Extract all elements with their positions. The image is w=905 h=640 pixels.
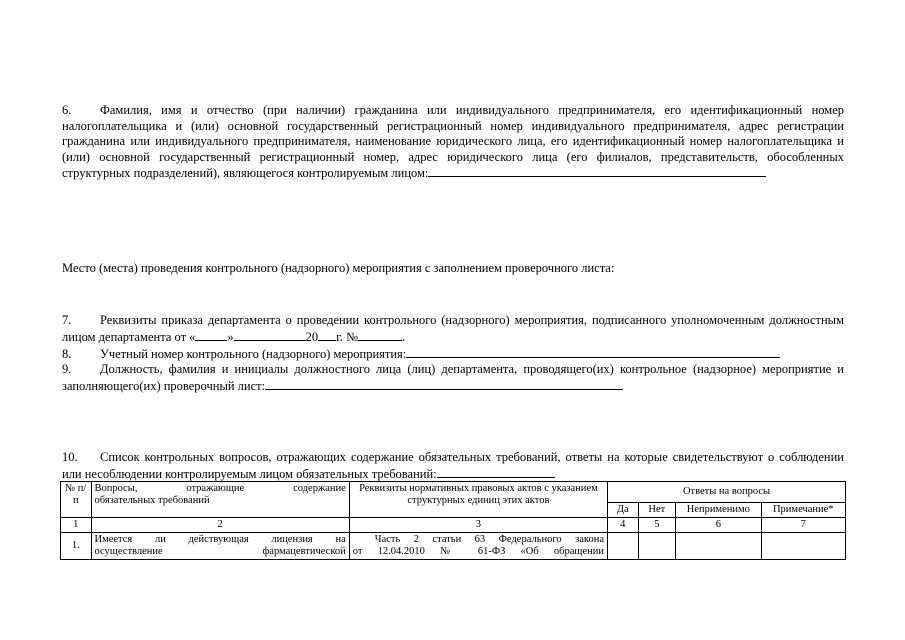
- answer-no-cell: [638, 533, 676, 560]
- item-7-number: 7.: [62, 313, 72, 327]
- checklist-table: [60, 481, 846, 560]
- header-note: Примечание*: [761, 503, 845, 518]
- item-7-order-line: [358, 329, 402, 341]
- table-index-row: [61, 518, 846, 533]
- row-requisites-line2: от 12.04.2010 № 61-ФЗ «Об обращении: [352, 546, 605, 557]
- item-7-day-line: [195, 329, 227, 341]
- answer-na-cell: [676, 533, 761, 560]
- header-answers: Ответы на вопросы: [608, 482, 846, 503]
- index-cell: 2: [91, 518, 349, 533]
- header-yes: Да: [608, 503, 639, 518]
- answer-note-cell: [761, 533, 845, 560]
- header-requisites: Реквизиты нормативных правовых актов с указанием структурных единиц этих актов: [349, 482, 607, 518]
- table-header-row: [61, 482, 846, 503]
- header-number: № п/п: [61, 482, 92, 518]
- item-7: [62, 313, 844, 345]
- item-8: [62, 346, 844, 363]
- item-6-number: 6.: [62, 103, 72, 117]
- index-cell: 1: [61, 518, 92, 533]
- index-cell: 5: [638, 518, 676, 533]
- header-question-line1: Вопросы, отражающие содержание: [94, 483, 346, 494]
- item-10-number: 10.: [62, 450, 78, 464]
- header-no: Нет: [638, 503, 676, 518]
- item-10: [62, 450, 844, 482]
- item-7-number-label: г. №: [336, 329, 359, 344]
- item-9-text: Должность, фамилия и инициалы должностного лица (лиц) департамента, проводящего(их) контрольное (надзорное) мероприятие и заполняющего(их) проверочный лист:: [62, 362, 844, 393]
- index-cell: 6: [676, 518, 761, 533]
- item-8-text: Учетный номер контрольного (надзорного) мероприятия:: [100, 347, 407, 361]
- header-question: [91, 482, 349, 518]
- index-cell: 3: [349, 518, 607, 533]
- item-7-year-line: [318, 329, 336, 341]
- row-requisites-line1: Часть 2 статьи 63 Федерального закона: [374, 534, 605, 545]
- answer-yes-cell: [608, 533, 639, 560]
- item-10-text: Список контрольных вопросов, отражающих содержание обязательных требований, ответы на которые свидетельствуют о соблюдении или несоблюдении контролируемым лицом обязательных требований:: [62, 450, 844, 481]
- item-9-fill-line: [265, 378, 623, 390]
- row-requisites: [349, 533, 607, 560]
- item-7-quote: »: [227, 329, 234, 344]
- item-10-fill-line: [437, 466, 555, 478]
- row-question-line1: Имеется ли действующая лицензия на: [94, 534, 346, 545]
- row-question: [91, 533, 349, 560]
- item-9: [62, 362, 844, 394]
- item-7-text: Реквизиты приказа департамента о проведении контрольного (надзорного) мероприятия, подписанного уполномоченным должностным лицом департамента от «: [62, 313, 844, 344]
- index-cell: 7: [761, 518, 845, 533]
- row-question-line2: осуществление фармацевтической: [94, 546, 346, 557]
- item-8-fill-line: [406, 346, 780, 358]
- header-question-line2: обязательных требований: [94, 495, 210, 506]
- item-6-text: Фамилия, имя и отчество (при наличии) гражданина или индивидуального предпринимателя, его идентификационный номер налогоплательщика и (или) основной государственный регистрационный номер индивидуального предпринимателя, адрес регистрации гражданина или индивидуального предпринимателя, наименование юридического лица, его идентификационный номер налогоплательщика и (или) основной государственный регистрационный номер, адрес юридического лица (его филиалов, представительств, обособленных структурных подразделений), являющегося контролируемым лицом:: [62, 103, 844, 180]
- item-7-year: 20: [305, 329, 319, 344]
- item-9-number: 9.: [62, 362, 72, 376]
- item-7-month-line: [234, 329, 306, 341]
- item-7-dot: .: [402, 329, 406, 344]
- place-text: Место (места) проведения контрольного (надзорного) мероприятия с заполнением проверочного листа:: [62, 261, 615, 275]
- item-6: [62, 103, 844, 182]
- item-6-fill-line: [428, 165, 766, 177]
- table-row: [61, 533, 846, 560]
- row-number: 1.: [61, 533, 92, 560]
- index-cell: 4: [608, 518, 639, 533]
- header-not-applicable: Неприменимо: [676, 503, 761, 518]
- item-8-number: 8.: [62, 347, 72, 361]
